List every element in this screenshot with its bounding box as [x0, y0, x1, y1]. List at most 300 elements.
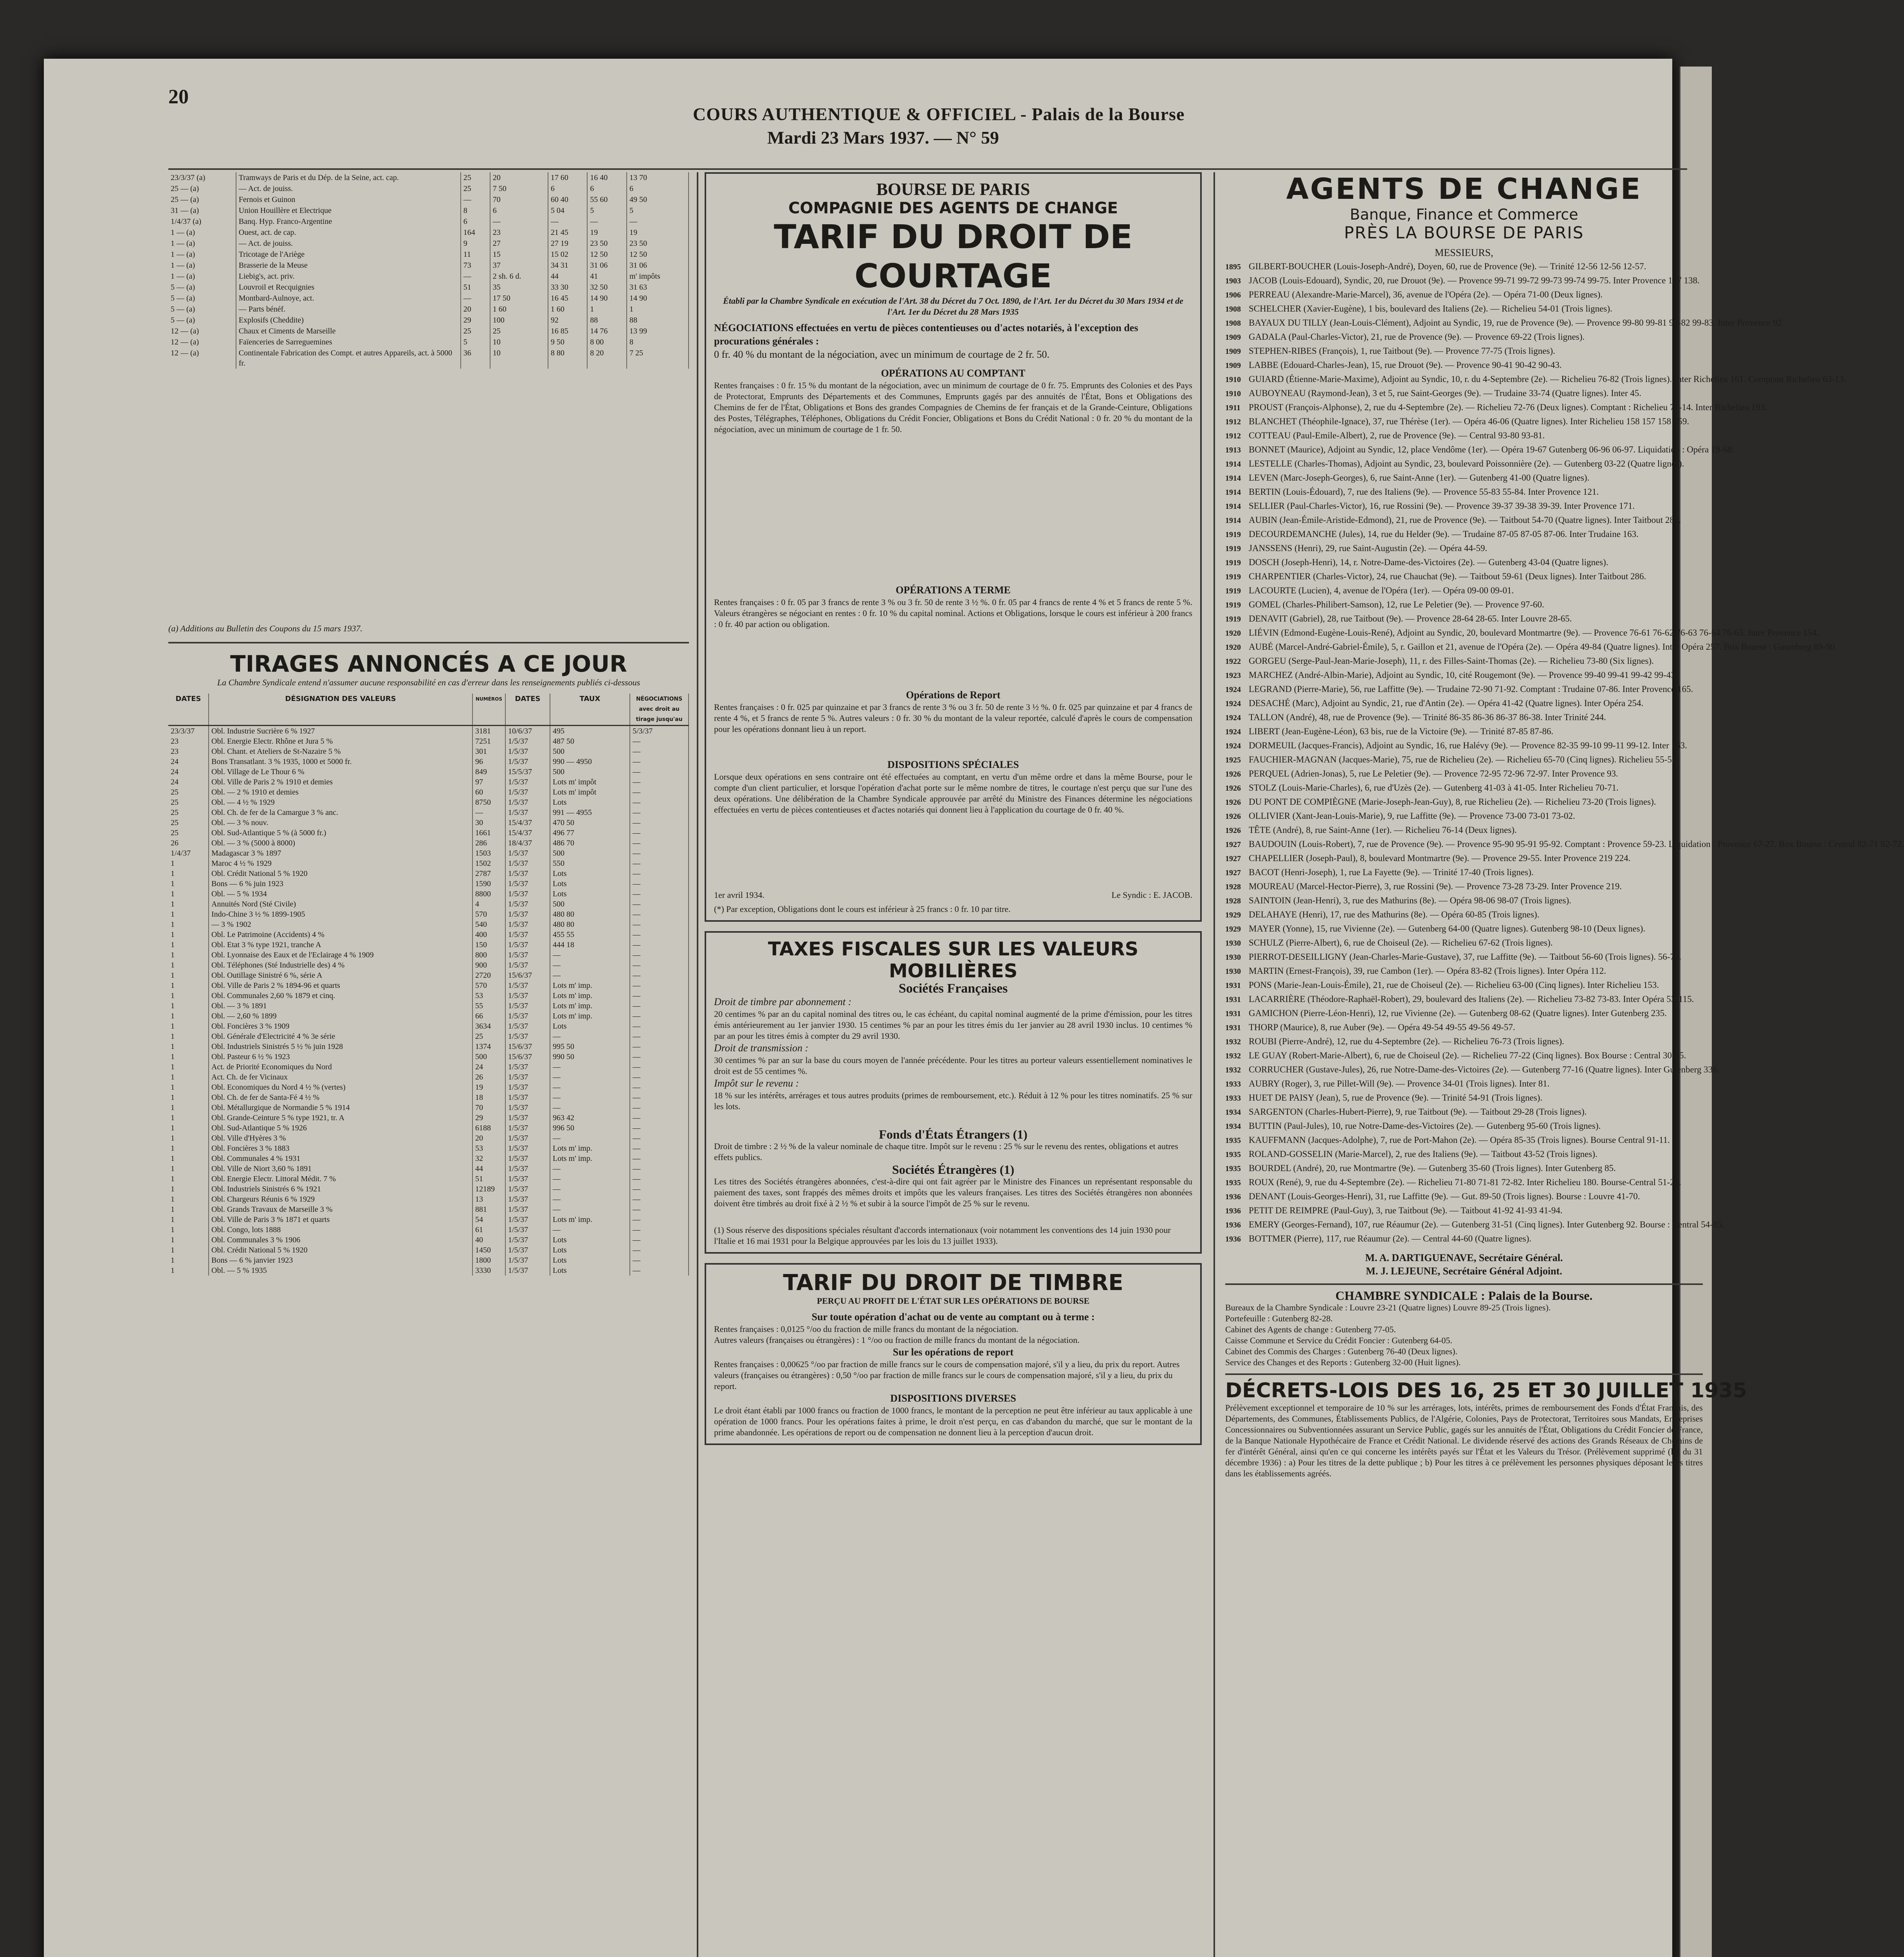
- agent-entry: [1225, 1204, 1703, 1218]
- coupon-cell: 23: [490, 227, 548, 238]
- tirage-cell: 1590: [472, 879, 505, 889]
- coupon-cell: 17 60: [548, 172, 588, 183]
- agent-entry: [1225, 879, 1703, 894]
- coupon-cell: —: [587, 216, 627, 227]
- coupon-cell: 33 30: [548, 282, 588, 293]
- agent-year: 1931: [1225, 1024, 1241, 1032]
- agent-entry: [1225, 654, 1703, 668]
- tirage-cell: 1/5/37: [505, 960, 550, 970]
- agent-year: 1910: [1225, 389, 1241, 398]
- tirage-row: [168, 1143, 689, 1153]
- tirage-cell: —: [630, 777, 689, 787]
- agent-entry: [1225, 358, 1703, 372]
- tirage-cell: 480 80: [550, 909, 630, 919]
- agent-text: LEVEN (Marc-Joseph-Georges), 6, rue Saint-Anne (1er). — Gutenberg 41-00 (Quatre lignes).: [1249, 473, 1590, 483]
- agent-text: BOTTMER (Pierre), 117, rue Réaumur (2e). — Central 44-60 (Quatre lignes).: [1249, 1234, 1532, 1243]
- coupon-row: [168, 326, 689, 337]
- agent-text: STOLZ (Louis-Marie-Charles), 6, rue d'Uzès (2e). — Gutenberg 41-03 à 41-05. Inter Richelieu 70-71.: [1249, 783, 1619, 793]
- agent-year: 1926: [1225, 826, 1241, 835]
- tirage-cell: 1/4/37: [168, 848, 209, 858]
- agent-text: COTTEAU (Paul-Emile-Albert), 2, rue de Provence (9e). — Central 93-80 93-81.: [1249, 431, 1545, 440]
- tirage-cell: Obl. — 4 ½ % 1929: [209, 797, 472, 807]
- agent-year: 1933: [1225, 1080, 1241, 1088]
- agent-text: EMERY (Georges-Fernand), 107, rue Réaumur (2e). — Gutenberg 31-51 (Cinq lignes). Inter Gutenberg 92. Bourse : Central 54-85.: [1249, 1220, 1724, 1229]
- tirage-cell: Obl. Ville d'Hyères 3 %: [209, 1133, 472, 1143]
- coupon-cell: 6: [587, 183, 627, 194]
- agent-text: LACOURTE (Lucien), 4, avenue de l'Opéra (1er). — Opéra 09-00 09-01.: [1249, 586, 1514, 595]
- tirage-row: [168, 1164, 689, 1174]
- tirage-cell: —: [630, 1235, 689, 1245]
- chambre-lines: [1225, 1302, 1703, 1368]
- agent-year: 1913: [1225, 446, 1241, 454]
- chambre-line: Service des Changes et des Reports : Gutenberg 32-00 (Huit lignes).: [1225, 1357, 1461, 1367]
- chambre-line: Cabinet des Commis des Charges : Gutenberg 76-40 (Deux lignes).: [1225, 1346, 1458, 1356]
- tirage-cell: —: [630, 828, 689, 838]
- agent-year: 1930: [1225, 967, 1241, 976]
- tirage-cell: 25: [168, 807, 209, 818]
- agent-year: 1932: [1225, 1038, 1241, 1046]
- coupon-cell: 20: [461, 304, 490, 315]
- tirage-cell: 496 77: [550, 828, 630, 838]
- tirage-row: [168, 1021, 689, 1031]
- tirage-row: [168, 1184, 689, 1194]
- tirage-cell: Obl. — 5 % 1934: [209, 889, 472, 899]
- tarif-courtage-title: TARIF DU DROIT DE COURTAGE: [774, 218, 1133, 295]
- coupon-cell: Tricotage de l'Ariège: [236, 249, 461, 260]
- agent-year: 1936: [1225, 1207, 1241, 1215]
- coupon-cell: 70: [490, 194, 548, 205]
- tirage-cell: 1/5/37: [505, 950, 550, 960]
- tirage-cell: 996 50: [550, 1123, 630, 1133]
- tirage-cell: 1: [168, 1062, 209, 1072]
- tirage-cell: 8750: [472, 797, 505, 807]
- tirage-cell: 150: [472, 940, 505, 950]
- agent-text: SCHELCHER (Xavier-Eugène), 1 bis, boulevard des Italiens (2e). — Richelieu 54-01 (Trois lignes).: [1249, 304, 1612, 314]
- tirage-cell: 23: [168, 746, 209, 757]
- tirage-cell: 1/5/37: [505, 1255, 550, 1265]
- coupon-cell: 17 50: [490, 293, 548, 304]
- tirage-cell: 1661: [472, 828, 505, 838]
- tirage-row: [168, 818, 689, 828]
- coupon-cell: —: [461, 194, 490, 205]
- tirage-cell: 1/5/37: [505, 746, 550, 757]
- tirage-cell: Lots: [550, 1021, 630, 1031]
- coupon-cell: 25: [461, 326, 490, 337]
- tirage-cell: Obl. — 2 % 1910 et demies: [209, 787, 472, 797]
- tirage-cell: 24: [168, 757, 209, 767]
- tirage-cell: 1: [168, 940, 209, 950]
- tirage-cell: Indo-Chine 3 ½ % 1899-1905: [209, 909, 472, 919]
- tirage-cell: 480 80: [550, 919, 630, 930]
- tirage-cell: 32: [472, 1153, 505, 1164]
- tirage-cell: Bons — 6 % juin 1923: [209, 879, 472, 889]
- tirage-cell: 1/5/37: [505, 1092, 550, 1103]
- tirage-cell: Obl. Energie Electr. Rhône et Jura 5 %: [209, 736, 472, 746]
- agent-year: 1924: [1225, 699, 1241, 708]
- chambre-line: Cabinet des Agents de change : Gutenberg 77-05.: [1225, 1324, 1396, 1334]
- tirage-cell: —: [550, 1062, 630, 1072]
- agent-text: MAYER (Yonne), 15, rue Vivienne (2e). — Gutenberg 64-00 (Quatre lignes). Gutenberg 98-10 (Deux lignes).: [1249, 924, 1645, 933]
- tirage-row: [168, 1215, 689, 1225]
- agent-year: 1920: [1225, 643, 1241, 652]
- agent-text: MARTIN (Ernest-François), 39, rue Cambon (1er). — Opéra 83-82 (Trois lignes). Inter Opéra 112.: [1249, 966, 1606, 976]
- tirage-cell: Lots: [550, 1235, 630, 1245]
- tirage-cell: —: [630, 1245, 689, 1255]
- tirage-cell: —: [630, 848, 689, 858]
- tirage-cell: 1: [168, 1265, 209, 1276]
- agent-text: DELAHAYE (Henri), 17, rue des Mathurins (8e). — Opéra 60-85 (Trois lignes).: [1249, 910, 1540, 919]
- tirage-cell: 10/6/37: [505, 726, 550, 737]
- tirage-cell: 1: [168, 1042, 209, 1052]
- tirage-cell: 900: [472, 960, 505, 970]
- tirage-cell: Obl. Industriels Sinistrés 5 ½ % juin 1928: [209, 1042, 472, 1052]
- agents-subtitle2: PRÈS LA BOURSE DE PARIS: [1344, 223, 1584, 242]
- agent-year: 1931: [1225, 995, 1241, 1004]
- coupon-cell: 49 50: [627, 194, 689, 205]
- coupon-cell: 19: [627, 227, 689, 238]
- agent-text: STEPHEN-RIBES (François), 1, rue Taitbout (9e). — Provence 77-75 (Trois lignes).: [1249, 346, 1555, 356]
- tirage-row: [168, 787, 689, 797]
- coupon-cell: 34 31: [548, 260, 588, 271]
- tirage-cell: 800: [472, 950, 505, 960]
- tirage-cell: —: [630, 1052, 689, 1062]
- coupon-cell: 7 50: [490, 183, 548, 194]
- coupon-cell: Union Houillère et Electrique: [236, 205, 461, 216]
- tirage-cell: Obl. Communales 3 % 1906: [209, 1235, 472, 1245]
- agent-text: TALLON (André), 48, rue de Provence (9e). — Trinité 86-35 86-36 86-37 86-38. Inter Trinité 244.: [1249, 712, 1606, 722]
- agent-text: LESTELLE (Charles-Thomas), Adjoint au Syndic, 23, boulevard Poissonnière (2e). — Gutenberg 03-22 (Quatre lignes).: [1249, 459, 1684, 469]
- tirage-cell: Obl. Communales 2,60 % 1879 et cinq.: [209, 991, 472, 1001]
- coupon-cell: 55 60: [587, 194, 627, 205]
- tirage-cell: 70: [472, 1103, 505, 1113]
- column-divider-1: [697, 172, 698, 1957]
- coupon-cell: Ouest, act. de cap.: [236, 227, 461, 238]
- agent-entry: [1225, 682, 1703, 696]
- coupon-cell: 5: [461, 337, 490, 348]
- agent-year: 1926: [1225, 770, 1241, 778]
- chambre-title: CHAMBRE SYNDICALE : Palais de la Bourse.: [1335, 1288, 1593, 1303]
- agent-year: 1936: [1225, 1221, 1241, 1229]
- agent-year: 1930: [1225, 939, 1241, 948]
- societes-etr-text: Les titres des Sociétés étrangères abonnées, c'est-à-dire qui ont fait agréer par le Ministre des Finances un représentant responsable du paiement des taxes, sont frappés des mêmes droits et impôts que les valeurs françaises. Les titres des Sociétés étrangères non abonnées doivent être timbrés au droit fixé à 2 ½ % et subir à la source l'impôt de 25 % sur le revenu.: [714, 1177, 1192, 1208]
- tirage-cell: Madagascar 3 % 1897: [209, 848, 472, 858]
- tirage-cell: —: [550, 1133, 630, 1143]
- agent-text: ROLAND-GOSSELIN (Marie-Marcel), 2, rue des Italiens (9e). — Taitbout 43-52 (Trois lignes).: [1249, 1149, 1597, 1159]
- agent-text: ROUBI (Pierre-André), 12, rue du 4-Septembre (2e). — Richelieu 76-73 (Trois lignes).: [1249, 1036, 1564, 1046]
- coupon-cell: 41: [587, 271, 627, 282]
- agent-year: 1909: [1225, 333, 1241, 342]
- tirage-cell: 1: [168, 909, 209, 919]
- timbre-autres: Autres valeurs (françaises ou étrangères) : 1 °/oo ou fraction de mille francs du montant de la négociation.: [714, 1335, 1080, 1345]
- tirage-cell: —: [550, 1184, 630, 1194]
- coupon-row: [168, 315, 689, 326]
- tirage-cell: 1: [168, 1082, 209, 1092]
- tirage-cell: 60: [472, 787, 505, 797]
- tirage-cell: 1/5/37: [505, 1021, 550, 1031]
- agent-entry: [1225, 443, 1735, 457]
- tirage-cell: 1/5/37: [505, 879, 550, 889]
- impot-text: 18 % sur les intérêts, arrérages et tous autres produits (primes de remboursement, etc.). Réduit à 12 % pour les titres nominatifs. 25 % sur les lots.: [714, 1090, 1192, 1111]
- coupon-cell: 14 76: [587, 326, 627, 337]
- agent-year: 1919: [1225, 530, 1241, 539]
- coupons-table: [168, 172, 689, 369]
- timbre-report-heading: Sur les opérations de report: [892, 1346, 1014, 1358]
- agent-text: GUIARD (Étienne-Marie-Maxime), Adjoint au Syndic, 10, r. du 4-Septembre (2e). — Richelieu 76-82 (Trois lignes). Inter Richelieu 161. Comptant Richelieu 63-13.: [1249, 374, 1846, 384]
- agent-text: LEGRAND (Pierre-Marie), 56, rue Laffitte (9e). — Trudaine 72-90 71-92. Comptant : Trudaine 07-86. Inter Provence 165.: [1249, 684, 1693, 694]
- coupon-cell: Continentale Fabrication des Compt. et autres Appareils, act. à 5000 fr.: [236, 348, 461, 369]
- coupon-cell: 10: [490, 348, 548, 369]
- tirage-cell: 1: [168, 1072, 209, 1082]
- agent-entry: [1225, 1020, 1703, 1034]
- agent-text: TÊTE (André), 8, rue Saint-Anne (1er). — Richelieu 76-14 (Deux lignes).: [1249, 825, 1517, 835]
- agent-year: 1895: [1225, 263, 1241, 271]
- coupon-cell: Chaux et Ciments de Marseille: [236, 326, 461, 337]
- coupon-cell: 5 04: [548, 205, 588, 216]
- tirage-cell: 1: [168, 889, 209, 899]
- coupon-cell: 12 — (a): [168, 348, 236, 369]
- tirage-cell: 1/5/37: [505, 909, 550, 919]
- tirage-cell: —: [630, 746, 689, 757]
- tirage-row: [168, 940, 689, 950]
- tirage-cell: —: [630, 869, 689, 879]
- agent-entry: [1225, 809, 1703, 823]
- tirage-cell: 1/5/37: [505, 899, 550, 909]
- tirage-row: [168, 1011, 689, 1021]
- coupon-cell: 14 90: [587, 293, 627, 304]
- tirage-cell: 15/4/37: [505, 828, 550, 838]
- tirage-cell: —: [630, 950, 689, 960]
- coupon-cell: 15 02: [548, 249, 588, 260]
- coupon-row: [168, 304, 689, 315]
- coupon-cell: 1 — (a): [168, 271, 236, 282]
- col-dates: DATES: [168, 694, 209, 726]
- coupon-cell: 25 — (a): [168, 194, 236, 205]
- agent-year: 1923: [1225, 671, 1241, 680]
- tirage-cell: —: [630, 1072, 689, 1082]
- tirage-row: [168, 1265, 689, 1276]
- coupon-cell: 37: [490, 260, 548, 271]
- tirage-cell: 7251: [472, 736, 505, 746]
- tirage-cell: 1: [168, 1113, 209, 1123]
- col-numeros: NUMÉROS: [472, 694, 505, 726]
- tirage-cell: —: [630, 858, 689, 869]
- tirage-cell: —: [630, 991, 689, 1001]
- tirage-cell: 1/5/37: [505, 1103, 550, 1113]
- agent-year: 1927: [1225, 854, 1241, 863]
- coupon-cell: 35: [490, 282, 548, 293]
- tirage-cell: Obl. — 3 % 1891: [209, 1001, 472, 1011]
- agent-text: DESACHÉ (Marc), Adjoint au Syndic, 21, rue d'Antin (2e). — Opéra 41-42 (Quatre lignes). Inter Opéra 254.: [1249, 698, 1644, 708]
- tirage-cell: 500: [472, 1052, 505, 1062]
- tirage-cell: —: [550, 1174, 630, 1184]
- tirage-cell: 53: [472, 1143, 505, 1153]
- tirage-cell: —: [630, 767, 689, 777]
- agent-entry: [1225, 1091, 1703, 1105]
- tirage-cell: Lots m' imp.: [550, 1001, 630, 1011]
- coupon-cell: 1/4/37 (a): [168, 216, 236, 227]
- tirage-cell: 61: [472, 1225, 505, 1235]
- tirage-cell: 1/5/37: [505, 1001, 550, 1011]
- tirage-cell: 1/5/37: [505, 1235, 550, 1245]
- tirage-cell: —: [630, 757, 689, 767]
- coupon-cell: 5 — (a): [168, 293, 236, 304]
- agent-text: SARGENTON (Charles-Hubert-Pierre), 9, rue Taitbout (9e). — Taitbout 29-28 (Trois lignes).: [1249, 1107, 1587, 1117]
- agent-entry: [1225, 485, 1703, 499]
- tirage-cell: 1: [168, 960, 209, 970]
- signature-date: 1er avril 1934.: [714, 890, 764, 900]
- tirage-cell: 8800: [472, 889, 505, 899]
- tirage-row: [168, 1123, 689, 1133]
- tirage-cell: 1: [168, 1204, 209, 1215]
- transmission: Droit de transmission :: [714, 1042, 808, 1054]
- tirage-cell: 1/5/37: [505, 797, 550, 807]
- transmission-text: 30 centimes % par an sur la base du cours moyen de l'année précédente. Pour les titres au porteur valeurs essentiellement nominatives le droit est de 55 centimes %.: [714, 1055, 1192, 1076]
- coupon-cell: — Act. de jouiss.: [236, 183, 461, 194]
- agent-entry: [1225, 950, 1703, 964]
- tirage-cell: 1/5/37: [505, 1123, 550, 1133]
- tirage-cell: 25: [472, 1031, 505, 1042]
- tirage-cell: 1: [168, 1184, 209, 1194]
- tirage-cell: 470 50: [550, 818, 630, 828]
- col-remb-dates: DATES: [505, 694, 550, 726]
- agent-year: 1903: [1225, 277, 1241, 285]
- agent-text: BONNET (Maurice), Adjoint au Syndic, 12, place Vendôme (1er). — Opéra 19-67 Gutenberg 06-96 06-97. Liquidation : Opéra 19-68.: [1249, 445, 1735, 454]
- coupon-cell: 5 — (a): [168, 304, 236, 315]
- agent-entry: [1225, 1006, 1703, 1020]
- agent-entry: [1225, 1218, 1724, 1232]
- tirage-cell: 1/5/37: [505, 940, 550, 950]
- comptant-text: Rentes françaises : 0 fr. 15 % du montant de la négociation, avec un minimum de courtage de 0 fr. 75. Emprunts des Colonies et des Pays de Protectorat, Emprunts des Départements et des Communes, Emprunts gagés par des annuités de l'État, Bons et Obligations des Chemins de fer de l'État, Obligations et Bons des grandes Compagnies de Chemins de fer français et de la Grande-Ceinture, Obligations des Postes, Télégraphes, Téléphones, Obligations du Crédit Foncier, Obligations et Bons du Crédit National : 0 fr. 20 % du montant de la négociation, avec un minimum de courtage de 1 fr. 50.: [714, 380, 1192, 434]
- tirage-cell: Obl. Ch. de fer de Santa-Fé 4 ½ %: [209, 1092, 472, 1103]
- tirage-cell: 1800: [472, 1255, 505, 1265]
- coupon-cell: Tramways de Paris et du Dép. de la Seine, act. cap.: [236, 172, 461, 183]
- coupon-row: [168, 293, 689, 304]
- tirage-cell: 1/5/37: [505, 848, 550, 858]
- tirage-cell: Lots m' imp.: [550, 1153, 630, 1164]
- coupon-cell: Faïenceries de Sarreguemines: [236, 337, 461, 348]
- tirage-cell: 26: [472, 1072, 505, 1082]
- tirage-cell: 1/5/37: [505, 1184, 550, 1194]
- tarif-intro: Établi par la Chambre Syndicale en exécution de l'Art. 38 du Décret du 7 Oct. 1890, de l'Art. 1er du Décret du 30 Mars 1934 et de l'Art. 1er du Décret du 28 Mars 1935: [723, 296, 1183, 317]
- coupon-row: [168, 172, 689, 183]
- tirage-cell: 1: [168, 1143, 209, 1153]
- agent-text: BOURDEL (André), 20, rue Montmartre (9e). — Gutenberg 35-60 (Trois lignes). Inter Gutenberg 85.: [1249, 1163, 1616, 1173]
- agent-entry: [1225, 640, 1837, 654]
- tirage-cell: —: [630, 1042, 689, 1052]
- diverses-heading: DISPOSITIONS DIVERSES: [890, 1393, 1016, 1404]
- coupon-cell: Banq. Hyp. Franco-Argentine: [236, 216, 461, 227]
- agent-year: 1909: [1225, 361, 1241, 370]
- tirage-row: [168, 1052, 689, 1062]
- tirage-cell: Bons Transatlant. 3 % 1935, 1000 et 5000 fr.: [209, 757, 472, 767]
- tirage-cell: Obl. Pasteur 6 ½ % 1923: [209, 1052, 472, 1062]
- agent-year: 1926: [1225, 798, 1241, 807]
- agent-year: 1929: [1225, 911, 1241, 919]
- tirage-cell: 1/5/37: [505, 1133, 550, 1143]
- tirage-cell: Obl. Sud-Atlantique 5 % 1926: [209, 1123, 472, 1133]
- agent-text: BUTTIN (Paul-Jules), 10, rue Notre-Dame-des-Victoires (2e). — Gutenberg 95-60 (Trois lignes).: [1249, 1121, 1601, 1131]
- agent-year: 1914: [1225, 516, 1241, 525]
- tirage-cell: 500: [550, 848, 630, 858]
- tirage-cell: —: [630, 1011, 689, 1021]
- agent-text: DORMEUIL (Jacques-Francis), Adjoint au Syndic, 16, rue Halévy (9e). — Provence 82-35 99-10 99-11 99-12. Inter 163.: [1249, 741, 1687, 750]
- agent-text: OLLIVIER (Xant-Jean-Louis-Marie), 9, rue Laffitte (9e). — Provence 73-00 73-01 73-02.: [1249, 811, 1575, 821]
- tirage-cell: —: [630, 818, 689, 828]
- tirage-cell: Annuités Nord (Sté Civile): [209, 899, 472, 909]
- coupon-cell: 9 50: [548, 337, 588, 348]
- tirage-cell: —: [630, 1174, 689, 1184]
- tirage-cell: 487 50: [550, 736, 630, 746]
- tirage-cell: 18/4/37: [505, 838, 550, 848]
- taxes-box: [705, 931, 1202, 1254]
- agent-entry: [1225, 612, 1703, 626]
- tirage-cell: 1: [168, 1092, 209, 1103]
- section-comptant: OPÉRATIONS AU COMPTANT: [881, 368, 1026, 379]
- agent-entry: [1225, 429, 1703, 443]
- coupon-cell: 31 06: [587, 260, 627, 271]
- coupon-cell: 25: [461, 172, 490, 183]
- tirage-row: [168, 1103, 689, 1113]
- tirage-cell: —: [630, 1021, 689, 1031]
- tirage-cell: —: [550, 1204, 630, 1215]
- agent-year: 1934: [1225, 1122, 1241, 1131]
- tirage-cell: Lots: [550, 1245, 630, 1255]
- agent-text: SAINTOIN (Jean-Henri), 3, rue des Mathurins (8e). — Opéra 98-06 98-07 (Trois lignes).: [1249, 896, 1572, 905]
- tirage-cell: Lots m' imp.: [550, 991, 630, 1001]
- tirage-cell: —: [630, 1164, 689, 1174]
- decrets-title: DÉCRETS-LOIS DES 16, 25 ET 30 JUILLET 1935: [1225, 1379, 1747, 1402]
- agent-year: 1911: [1225, 404, 1240, 412]
- agent-text: BAUDOUIN (Louis-Robert), 7, rue de Provence (9e). — Provence 95-90 95-91 95-92. Comptant : Provence 59-23. Liquidation : Provence 67-27. Box Bourse : Central 82-71 82-72.: [1249, 839, 1904, 849]
- agent-entry: [1225, 541, 1703, 555]
- agents-title: AGENTS DE CHANGE: [1286, 172, 1642, 206]
- agents-subtitle1: Banque, Finance et Commerce: [1350, 206, 1578, 223]
- exception-note: (*) Par exception, Obligations dont le cours est inférieur à 25 francs : 0 fr. 10 par titre.: [714, 904, 1011, 914]
- chambre-line: Caisse Commune et Service du Crédit Foncier : Gutenberg 64-05.: [1225, 1335, 1453, 1345]
- tirage-cell: 1/5/37: [505, 889, 550, 899]
- tirage-cell: —: [630, 1225, 689, 1235]
- tirage-cell: 1/5/37: [505, 1164, 550, 1174]
- agent-text: AUBIN (Jean-Émile-Aristide-Edmond), 21, rue de Provence (9e). — Taitbout 54-70 (Quatre lignes). Inter Taitbout 289.: [1249, 515, 1681, 525]
- chambre-line: Bureaux de la Chambre Syndicale : Louvre 23-21 (Quatre lignes) Louvre 89-25 (Trois lignes).: [1225, 1303, 1551, 1312]
- tirage-row: [168, 980, 689, 991]
- tirage-cell: 1502: [472, 858, 505, 869]
- section-report: Opérations de Report: [906, 689, 1001, 701]
- tirage-cell: Lots: [550, 889, 630, 899]
- agent-text: BAYAUX DU TILLY (Jean-Louis-Clément), Adjoint au Syndic, 19, rue de Provence (9e). — Provence 99-80 99-81 99-82 99-83. Inter Provence 92.: [1249, 318, 1784, 328]
- agent-year: 1933: [1225, 1094, 1241, 1103]
- coupon-cell: 23/3/37 (a): [168, 172, 236, 183]
- agent-year: 1935: [1225, 1164, 1241, 1173]
- negociations-rate: 0 fr. 40 % du montant de la négociation, avec un minimum de courtage de 2 fr. 50.: [714, 349, 1050, 360]
- agent-entry: [1225, 569, 1703, 584]
- agent-text: AUBRY (Roger), 3, rue Pillet-Will (9e). — Provence 34-01 (Trois lignes). Inter 81.: [1249, 1079, 1550, 1088]
- agent-text: LABBE (Edouard-Charles-Jean), 15, rue Drouot (9e). — Provence 90-41 90-42 90-43.: [1249, 360, 1562, 370]
- negociations-heading: NÉGOCIATIONS effectuées en vertu de pièces contentieuses ou d'actes notariés, à l'exception des procurations générales :: [714, 322, 1138, 347]
- agent-year: 1935: [1225, 1150, 1241, 1159]
- coupon-cell: 16 85: [548, 326, 588, 337]
- tirage-row: [168, 1072, 689, 1082]
- coupon-cell: 13 99: [627, 326, 689, 337]
- tirage-row: [168, 1153, 689, 1164]
- agent-entry: [1225, 1232, 1703, 1246]
- coupon-cell: 31 06: [627, 260, 689, 271]
- tirage-row: [168, 950, 689, 960]
- tirage-cell: —: [630, 970, 689, 980]
- agent-year: 1926: [1225, 784, 1241, 793]
- tirage-cell: —: [630, 1153, 689, 1164]
- tirage-cell: 495: [550, 726, 630, 737]
